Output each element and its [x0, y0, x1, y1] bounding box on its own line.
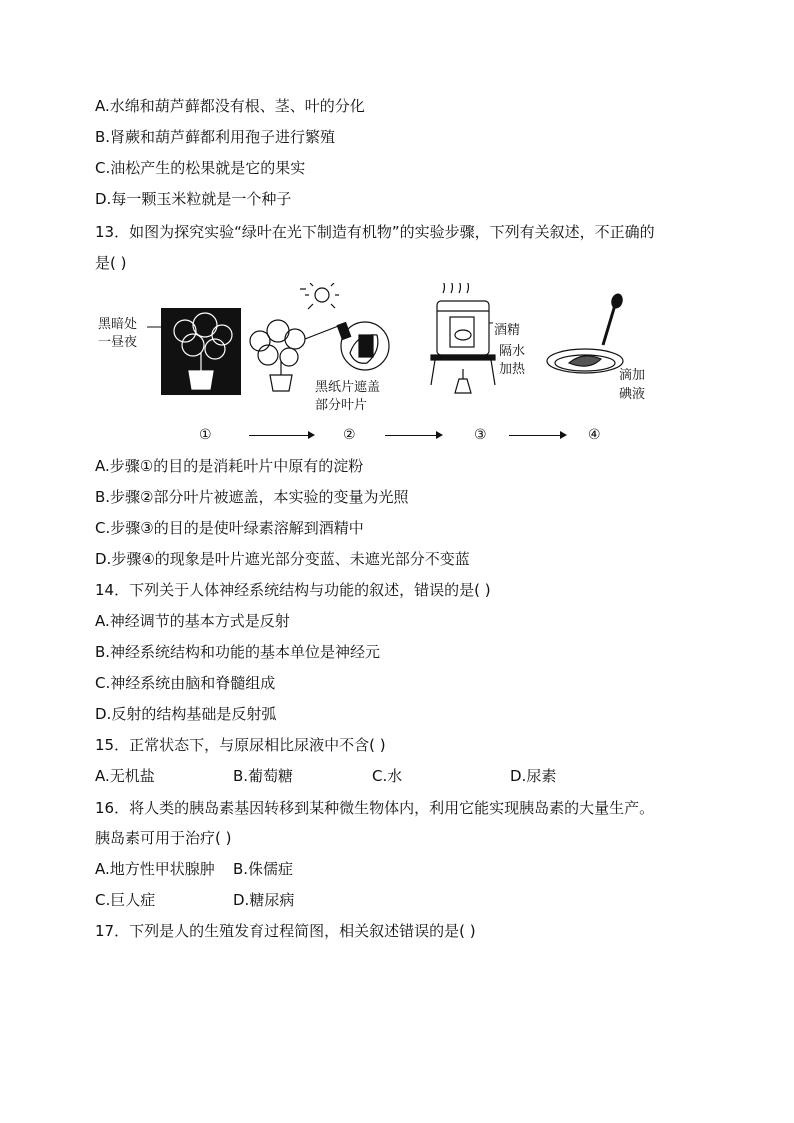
q14-option-a: A.神经调节的基本方式是反射: [95, 612, 290, 630]
label-cover-2: 部分叶片: [315, 398, 368, 413]
label-iodine-2: 碘液: [619, 387, 646, 402]
q15-stem: 15．正常状态下，与原尿相比尿液中不含( ): [95, 736, 386, 754]
dropper-dish-icon: [547, 293, 624, 373]
arrow-icon: [385, 435, 441, 436]
label-dark-1: 黑暗处: [98, 317, 138, 332]
q14-option-b: B.神经系统结构和功能的基本单位是神经元: [95, 643, 381, 661]
q13-option-c: C.步骤③的目的是使叶绿素溶解到酒精中: [95, 519, 364, 537]
q13-option-a: A.步骤①的目的是消耗叶片中原有的淀粉: [95, 457, 364, 475]
q15-option-d: D.尿素: [510, 767, 557, 785]
q16-option-a: A.地方性甲状腺肿: [95, 860, 215, 878]
water-bath-icon: [431, 283, 495, 393]
covered-leaf-icon: [341, 322, 389, 370]
q14-option-d: D.反射的结构基础是反射弧: [95, 705, 277, 723]
arrow-icon: [249, 435, 313, 436]
plant-in-light-icon: [250, 320, 305, 391]
q16-option-c: C.巨人症: [95, 891, 156, 909]
label-cover-1: 黑纸片遮盖: [315, 380, 381, 395]
q14-stem: 14．下列关于人体神经系统结构与功能的叙述，错误的是( ): [95, 581, 491, 599]
arrow-icon: [509, 435, 565, 436]
q16-option-d: D.糖尿病: [233, 891, 295, 909]
q15-option-b: B.葡萄糖: [233, 767, 294, 785]
q16-option-b: B.侏儒症: [233, 860, 294, 878]
q14-option-c: C.神经系统由脑和脊髓组成: [95, 674, 276, 692]
label-water-1: 隔水: [499, 344, 526, 359]
q12-option-a: A.水绵和葫芦藓都没有根、茎、叶的分化: [95, 97, 365, 115]
q13-option-d: D.步骤④的现象是叶片遮光部分变蓝、未遮光部分不变蓝: [95, 550, 470, 568]
step-1-label: ①: [199, 427, 212, 443]
label-iodine-1: 滴加: [619, 368, 646, 383]
q13-option-b: B.步骤②部分叶片被遮盖，本实验的变量为光照: [95, 488, 409, 506]
step-3-label: ③: [474, 427, 487, 443]
label-dark-2: 一昼夜: [98, 335, 138, 350]
label-alcohol: 酒精: [494, 323, 521, 338]
q15-option-c: C.水: [372, 767, 403, 785]
label-water-2: 加热: [499, 362, 526, 377]
q12-option-b: B.肾蕨和葫芦藓都利用孢子进行繁殖: [95, 128, 336, 146]
step-4-label: ④: [588, 427, 601, 443]
q15-option-a: A.无机盐: [95, 767, 155, 785]
q12-option-c: C.油松产生的松果就是它的果实: [95, 159, 306, 177]
q17-stem: 17．下列是人的生殖发育过程简图，相关叙述错误的是( ): [95, 922, 476, 940]
q12-option-d: D.每一颗玉米粒就是一个种子: [95, 190, 292, 208]
sun-icon: [300, 283, 339, 309]
q16-stem-line2: 胰岛素可用于治疗( ): [95, 829, 232, 847]
q13-stem-line2: 是( ): [95, 254, 127, 272]
q13-stem-line1: 13．如图为探究实验“绿叶在光下制造有机物”的实验步骤，下列有关叙述，不正确的: [95, 223, 655, 241]
experiment-illustration: [95, 283, 675, 413]
q16-stem-line1: 16．将人类的胰岛素基因转移到某种微生物体内，利用它能实现胰岛素的大量生产。: [95, 799, 655, 817]
step-2-label: ②: [343, 427, 356, 443]
q13-experiment-figure: [95, 283, 675, 448]
